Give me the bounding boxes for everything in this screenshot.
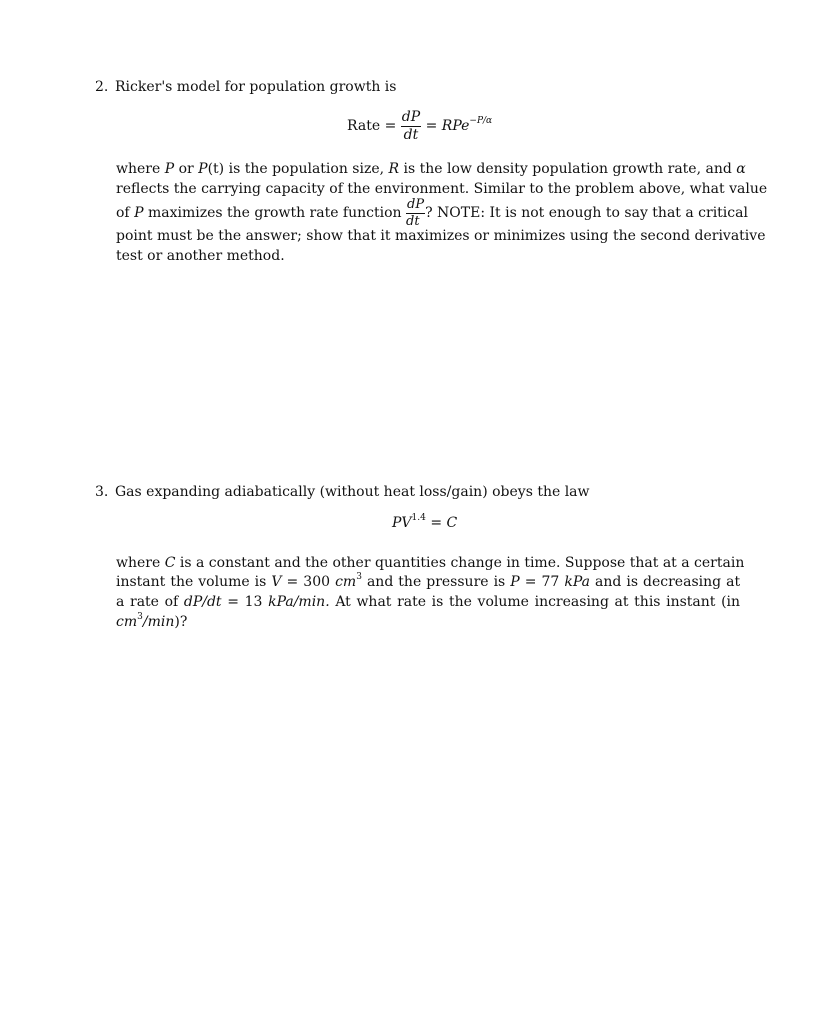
- problem-statement: Gas expanding adiabatically (without heat loss/gain) obeys the law: [115, 484, 590, 500]
- equation-rhs: RPe: [441, 118, 470, 135]
- equals-sign: =: [425, 118, 438, 135]
- paragraph-line: point must be the answer; show that it maximizes or minimizes using the second derivative: [116, 228, 766, 244]
- equals-sign: =: [384, 118, 397, 135]
- problem-statement: Ricker's model for population growth is: [115, 79, 397, 95]
- problem-number: 3.: [95, 484, 109, 500]
- exponent: 1.4: [411, 513, 426, 523]
- paragraph-line: where C is a constant and the other quantities change in time. Suppose that at a certain: [116, 555, 745, 571]
- adiabatic-equation: [392, 515, 457, 531]
- exponent: −P/α: [469, 116, 493, 127]
- paragraph-line: reflects the carrying capacity of the environment. Similar to the problem above, what value: [116, 181, 768, 197]
- equals-sign: =: [430, 515, 443, 531]
- paragraph-line: where P or P(t) is the population size, R is the low density population growth rate, and α: [116, 161, 746, 177]
- problem-number: 2.: [95, 79, 109, 95]
- paragraph-line: a rate of dP/dt = 13 kPa/min. At what rate is the volume increasing at this instant (in: [116, 594, 741, 610]
- derivative-fraction: $\frac{dP}{dt}$: [401, 109, 421, 143]
- paragraph-line: test or another method.: [116, 248, 285, 264]
- ricker-equation: [347, 110, 492, 142]
- paragraph-line: of P maximizes the growth rate function $\frac{dP}{dt}$ ? NOTE: It is not enough to say that a critical: [116, 197, 748, 229]
- equation-rhs: C: [446, 515, 458, 531]
- paragraph-line: instant the volume is V = 300 $cm^3$ and the pressure is P = 77 kPa and is decreasing at: [116, 572, 741, 590]
- equation-lhs: PV: [392, 515, 412, 531]
- rate-label: Rate: [347, 118, 381, 135]
- derivative-fraction: $\frac{dP}{dt}$: [406, 197, 425, 229]
- paragraph-line: $cm^3/\min$)?: [116, 612, 188, 630]
